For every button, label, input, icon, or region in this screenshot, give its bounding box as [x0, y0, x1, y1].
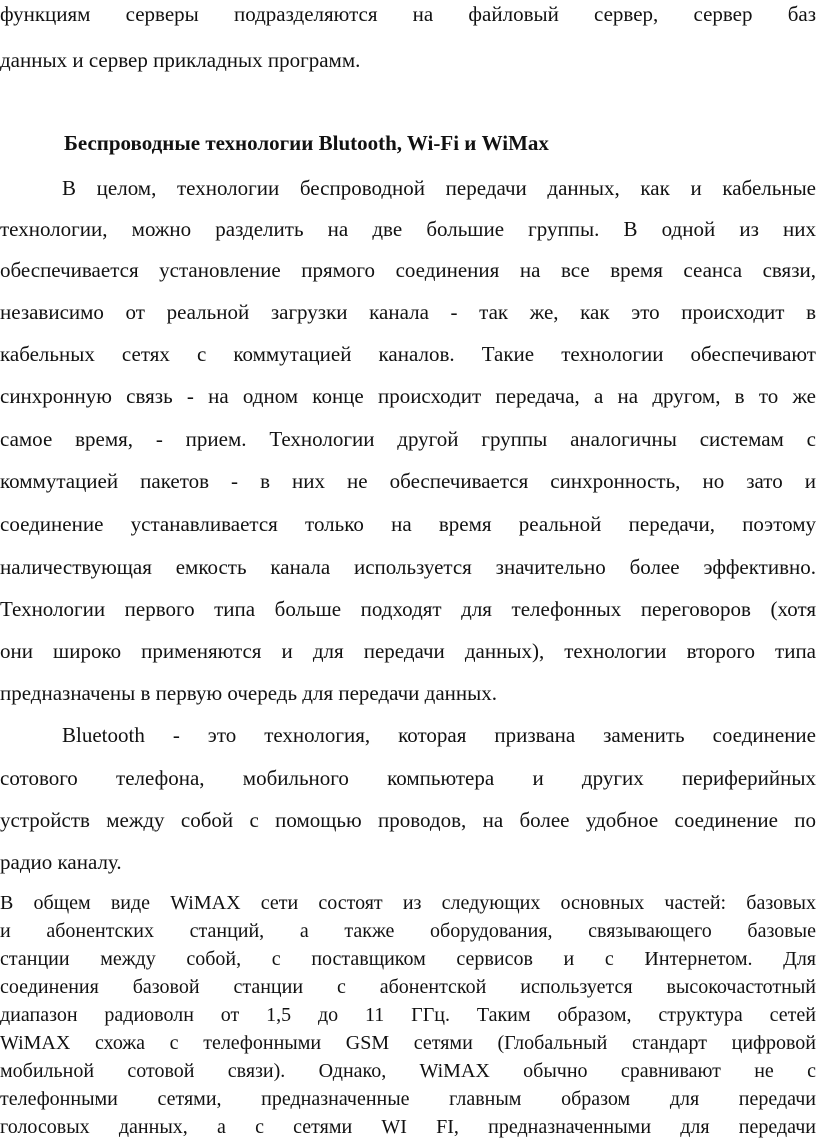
paragraph-2-line: технологии, можно разделить на две большие группы. В одной из них — [0, 217, 816, 241]
paragraph-4-line: диапазон радиоволн от 1,5 до 11 ГГц. Таким образом, структура сетей — [0, 1004, 816, 1026]
paragraph-2-line: коммутацией пакетов - в них не обеспечивается синхронность, но зато и — [0, 469, 816, 493]
section-heading: Беспроводные технологии Blutooth, Wi-Fi и WiMax — [64, 131, 549, 155]
paragraph-1-line: функциям серверы подразделяются на файловый сервер, сервер баз — [0, 2, 816, 26]
paragraph-4-line: В общем виде WiMAX сети состоят из следующих основных частей: базовых — [0, 892, 816, 914]
paragraph-1-line: данных и сервер прикладных программ. — [0, 48, 361, 72]
paragraph-3-line: Bluetooth - это технология, которая призвана заменить соединение — [62, 723, 816, 747]
paragraph-2-line: кабельных сетях с коммутацией каналов. Такие технологии обеспечивают — [0, 342, 816, 366]
paragraph-4-line: мобильной сотовой связи). Однако, WiMAX обычно сравнивают не с — [0, 1060, 816, 1082]
paragraph-2-line: обеспечивается установление прямого соединения на все время сеанса связи, — [0, 258, 816, 282]
paragraph-4-line: станции между собой, с поставщиком сервисов и с Интернетом. Для — [0, 948, 816, 970]
paragraph-2-line: самое время, - прием. Технологии другой группы аналогичны системам с — [0, 427, 816, 451]
paragraph-2-line: предназначены в первую очередь для передачи данных. — [0, 681, 498, 705]
paragraph-3-line: сотового телефона, мобильного компьютера и других периферийных — [0, 766, 816, 790]
paragraph-4-line: соединения базовой станции с абонентской используется высокочастотный — [0, 976, 816, 998]
paragraph-4-line: и абонентских станций, а также оборудования, связывающего базовые — [0, 920, 816, 942]
paragraph-2-line: наличествующая емкость канала используется значительно более эффективно. — [0, 555, 816, 579]
paragraph-2-line: соединение устанавливается только на время реальной передачи, поэтому — [0, 512, 816, 536]
paragraph-2-line: Технологии первого типа больше подходят для телефонных переговоров (хотя — [0, 597, 816, 621]
paragraph-4-line: WiMAX схожа с телефонными GSM сетями (Глобальный стандарт цифровой — [0, 1032, 816, 1054]
paragraph-3-line: устройств между собой с помощью проводов, на более удобное соединение по — [0, 808, 816, 832]
paragraph-2-line: они широко применяются и для передачи данных), технологии второго типа — [0, 639, 816, 663]
paragraph-2-line: В целом, технологии беспроводной передачи данных, как и кабельные — [62, 176, 816, 200]
paragraph-2-line: синхронную связь - на одном конце происходит передача, а на другом, в то же — [0, 384, 816, 408]
paragraph-4-line: телефонными сетями, предназначенные главным образом для передачи — [0, 1088, 816, 1110]
paragraph-3-line: радио каналу. — [0, 850, 122, 874]
paragraph-2-line: независимо от реальной загрузки канала - так же, как это происходит в — [0, 300, 816, 324]
paragraph-4-line: голосовых данных, а с сетями WI FI, предназначенными для передачи — [0, 1116, 816, 1138]
